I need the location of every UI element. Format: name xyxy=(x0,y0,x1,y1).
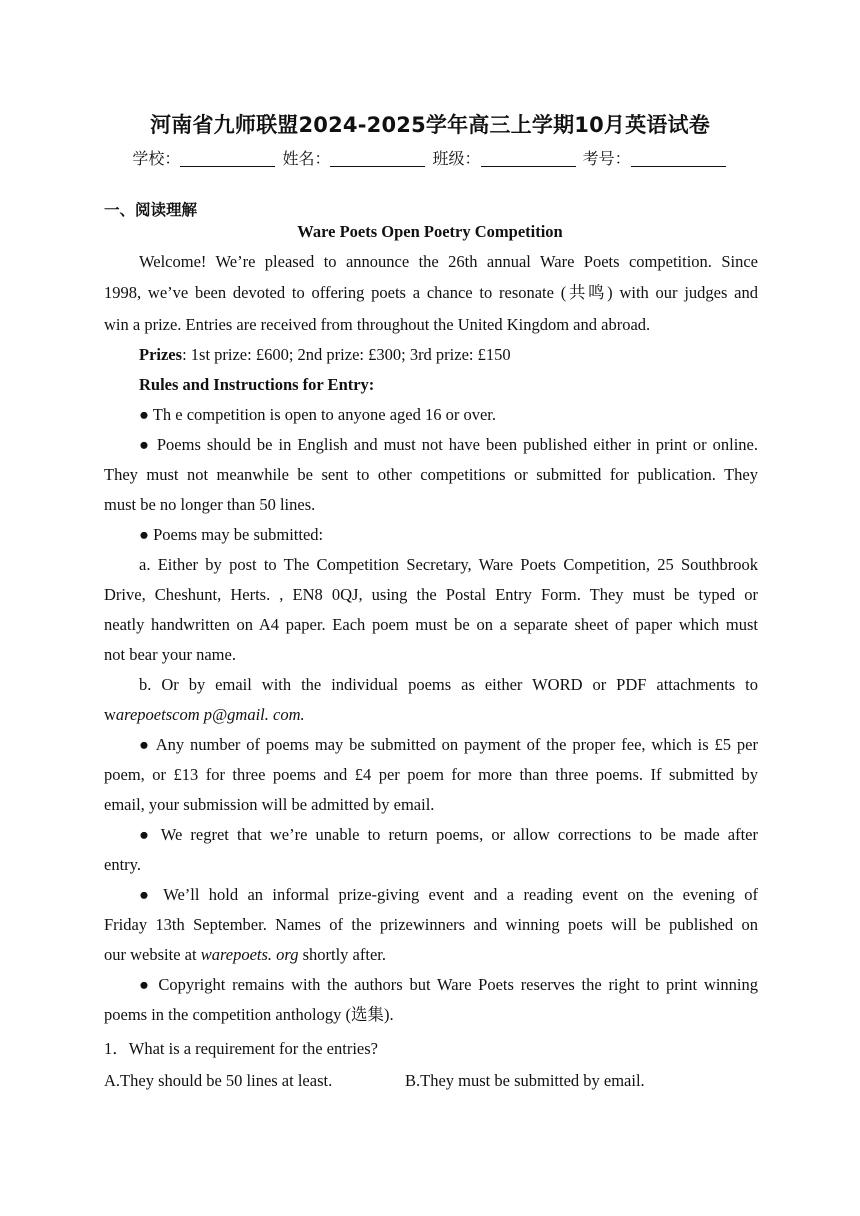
question-number: 1． xyxy=(104,1039,129,1058)
prizes-text: : 1st prize: £600; 2nd prize: £300; 3rd prize: £150 xyxy=(182,345,511,364)
rule-item: ● Poems may be submitted: xyxy=(139,525,324,544)
rule-item-cont xyxy=(104,945,386,965)
name-blank[interactable] xyxy=(330,151,425,167)
website-suffix: shortly after. xyxy=(298,945,386,964)
section-heading: 一、阅读理解 xyxy=(104,201,198,219)
rule-item-cont: poem, or £13 for three poems and £4 per poem for more than three poems. If submitted by xyxy=(104,765,758,784)
rule-item-cont: They must not meanwhile be sent to other competitions or submitted for publication. They xyxy=(104,465,758,484)
passage-line: Welcome! We’re pleased to announce the 26th annual Ware Poets competition. Since xyxy=(139,252,758,271)
rule-item-cont: poems in the competition anthology (选集). xyxy=(104,1005,394,1024)
rule-sub-item-cont: Drive, Cheshunt, Herts. , EN8 0QJ, using the Postal Entry Form. They must be typed or xyxy=(104,585,758,604)
student-info-line xyxy=(0,146,860,169)
page-title: 河南省九师联盟2024-2025学年高三上学期10月英语试卷 xyxy=(150,113,710,137)
name-label: 姓名： xyxy=(282,149,331,168)
rule-item-cont: must be no longer than 50 lines. xyxy=(104,495,316,514)
rule-item-cont: Friday 13th September. Names of the prizewinners and winning poets will be published on xyxy=(104,915,758,934)
rule-sub-item: b. Or by email with the individual poems as either WORD or PDF attachments to xyxy=(139,675,758,694)
option-b[interactable]: B.They must be submitted by email. xyxy=(405,1071,645,1090)
rule-sub-item-cont: neatly handwritten on A4 paper. Each poem must be on a separate sheet of paper which must xyxy=(104,615,758,634)
rule-item-cont: entry. xyxy=(104,855,141,874)
passage-title: Ware Poets Open Poetry Competition xyxy=(297,222,563,241)
exam-number-blank[interactable] xyxy=(631,151,726,167)
rule-item: ● Any number of poems may be submitted on payment of the proper fee, which is £5 per xyxy=(139,735,758,754)
question-1 xyxy=(104,1039,378,1059)
website-prefix: our website at xyxy=(104,945,201,964)
rule-sub-item-cont xyxy=(104,705,305,725)
email-prefix: w xyxy=(104,705,116,724)
school-label: 学校： xyxy=(132,149,181,168)
rule-item: ● Th e competition is open to anyone aged 16 or over. xyxy=(139,405,496,424)
passage-line: 1998, we’ve been devoted to offering poets a chance to resonate (共鸣) with our judges and xyxy=(104,283,758,302)
class-label: 班级： xyxy=(432,149,481,168)
website-link: warepoets. org xyxy=(200,945,299,964)
exam-number-label: 考号： xyxy=(582,149,631,168)
passage-line: win a prize. Entries are received from throughout the United Kingdom and abroad. xyxy=(104,315,651,334)
question-stem: What is a requirement for the entries? xyxy=(128,1039,378,1058)
rule-item: ● We’ll hold an informal prize-giving event and a reading event on the evening of xyxy=(139,885,758,904)
rule-item-cont: email, your submission will be admitted by email. xyxy=(104,795,435,814)
prizes-label: Prizes xyxy=(139,345,183,364)
rule-sub-item: a. Either by post to The Competition Secretary, Ware Poets Competition, 25 Southbrook xyxy=(139,555,758,574)
rule-item: ● Copyright remains with the authors but Ware Poets reserves the right to print winning xyxy=(139,975,758,994)
school-blank[interactable] xyxy=(180,151,275,167)
rule-item: ● Poems should be in English and must not have been published either in print or online. xyxy=(139,435,758,454)
class-blank[interactable] xyxy=(481,151,576,167)
rule-sub-item-cont: not bear your name. xyxy=(104,645,236,664)
rule-item: ● We regret that we’re unable to return poems, or allow corrections to be made after xyxy=(139,825,758,844)
prizes-line xyxy=(139,345,511,365)
option-a[interactable]: A.They should be 50 lines at least. xyxy=(104,1071,333,1090)
email-address: arepoetscom p@gmail. com. xyxy=(115,705,305,724)
rules-heading: Rules and Instructions for Entry: xyxy=(139,375,375,394)
